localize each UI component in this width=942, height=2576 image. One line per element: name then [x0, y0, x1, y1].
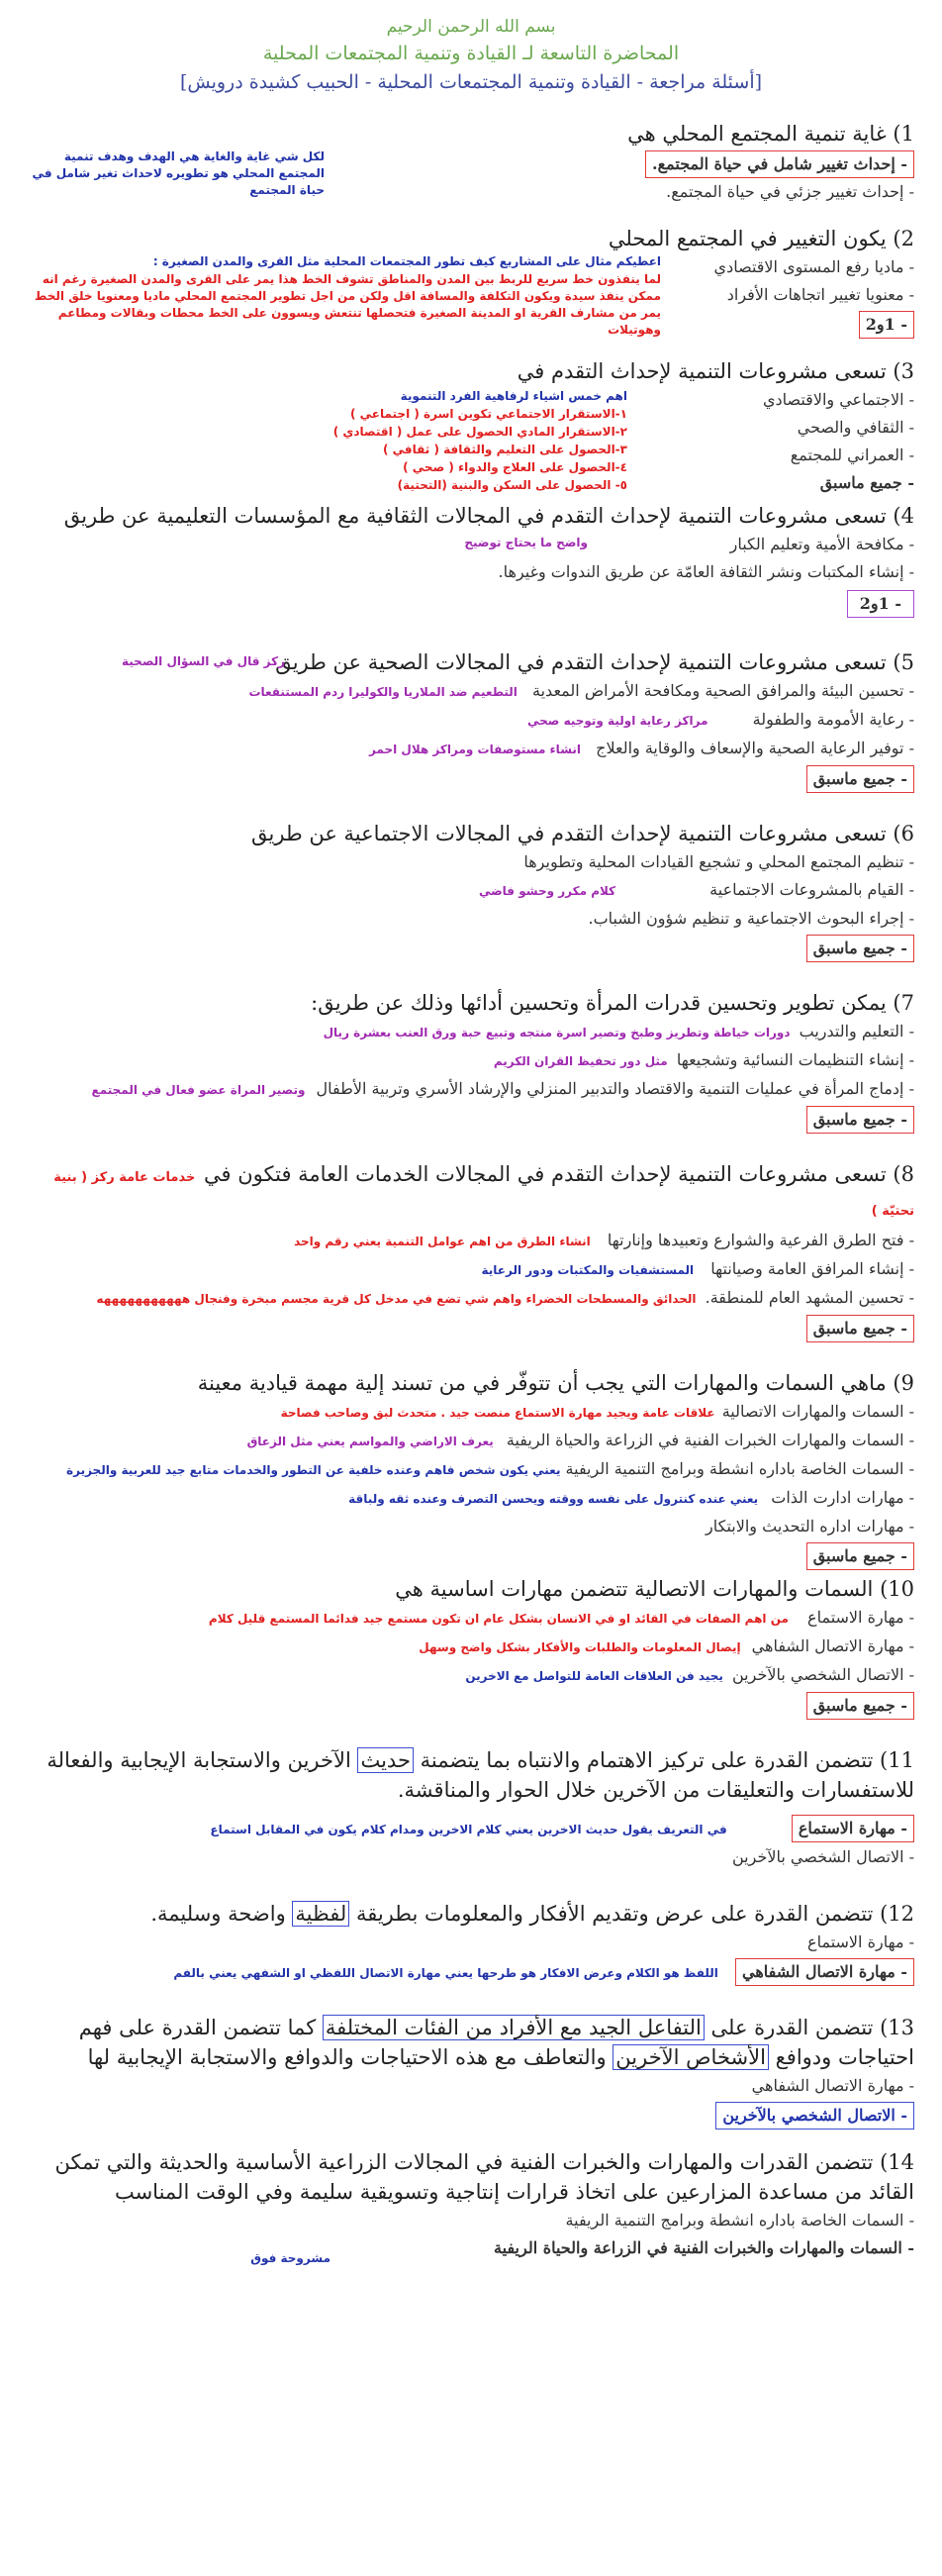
question-6 [28, 819, 914, 962]
question-8-option-3-text: - تحسين المشهد العام للمنطقة. [705, 1288, 914, 1307]
question-11-title [28, 1745, 914, 1805]
question-3-note-head: اهم خمس اشياء لرفاهية الفرد التنموية [400, 389, 627, 403]
question-10-option-2-text: - مهارة الاتصال الشفاهي [751, 1636, 914, 1655]
question-3-option-3: - العمراني للمجتمع [790, 446, 914, 464]
question-13-title [28, 2013, 914, 2072]
question-8-option-2-text: - إنشاء المرافق العامة وصيانتها [710, 1259, 914, 1278]
question-13-option-1: - مهارة الاتصال الشفاهي [751, 2076, 914, 2095]
question-14-answer: - السمات والمهارات والخبرات الفنية في الزراعة والحياة الريفية [494, 2238, 914, 2257]
question-13-title-part-1: 13) تتضمن القدرة على [704, 2016, 914, 2039]
question-10-option-3-text: - الاتصال الشخصي بالآخرين [732, 1665, 914, 1684]
question-9-option-1-note: علاقات عامة ويجيد مهارة الاستماع منصت جيد . متحدث لبق وصاحب فصاحة [280, 1406, 715, 1420]
question-6-option-2-text: - القيام بالمشروعات الاجتماعية [709, 880, 914, 899]
question-9-option-2 [28, 1427, 914, 1455]
question-12-answer: - مهارة الاتصال الشفاهي [735, 1958, 914, 1986]
question-12-answer-note: اللفظ هو الكلام وعرض الافكار هو طرحها يعني مهارة الاتصال اللفظي او الشفهي يعني بالفم [173, 1966, 718, 1980]
question-4-title: 4) تسعى مشروعات التنمية لإحداث التقدم في المجالات الثقافية مع المؤسسات التعليمية عن طريق [63, 504, 914, 528]
question-3-title: 3) تسعى مشروعات التنمية لإحداث التقدم في [517, 359, 914, 383]
question-3-note-1: ١-الاستقرار الاجتماعي تكوين اسرة ( اجتماعي ) [349, 407, 627, 421]
question-10-option-3 [28, 1661, 914, 1690]
question-12-title-highlight: لفظية [292, 1901, 349, 1927]
question-7 [28, 988, 914, 1134]
question-11-title-highlight: حديث [357, 1747, 413, 1773]
question-2-option-1: - ماديا رفع المستوى الاقتصادي [713, 257, 914, 276]
question-1 [28, 119, 914, 206]
question-13-answer: - الاتصال الشخصي بالآخرين [715, 2102, 914, 2130]
question-9-option-4-note: يعني عنده كنترول على نفسه ووقته ويحسن التصرف وعنده ثقه ولباقة [348, 1492, 759, 1506]
question-5-title: 5) تسعى مشروعات التنمية لإحداث التقدم في المجالات الصحية عن طريق [275, 650, 914, 674]
question-8-answer: - جميع ماسبق [806, 1315, 914, 1342]
question-10-answer: - جميع ماسبق [806, 1692, 914, 1720]
question-9-option-3-note: يعني يكون شخص فاهم وعنده خلفية عن التطور والخدمات متابع جيد للعربية والجزيرة [66, 1463, 561, 1477]
question-11 [28, 1745, 914, 1871]
question-5-option-2-text: - رعاية الأمومة والطفولة [752, 710, 914, 729]
basmala: بسم الله الرحمن الرحيم [386, 17, 556, 37]
question-9-option-4-text: - مهارات ادارت الذات [771, 1488, 914, 1507]
question-5 [28, 647, 914, 793]
question-9-answer: - جميع ماسبق [806, 1542, 914, 1570]
question-7-option-1-text: - التعليم والتدريب [799, 1022, 914, 1040]
question-9-option-1-text: - السمات والمهارات الاتصالية [721, 1402, 914, 1421]
question-8-option-1-text: - فتح الطرق الفرعية والشوارع وتعبيدها وإنارتها [607, 1231, 914, 1249]
header [28, 14, 914, 97]
question-1-note: لكل شي غاية والغاية هي الهدف وهدف تنمية المجتمع المحلي هو تطويره لاحداث تغير شامل في حياة المجتمع [32, 149, 325, 197]
question-14-option-1-note: مشروحة فوق [250, 2251, 330, 2265]
question-14-title: 14) تتضمن القدرات والمهارات والخبرات الفنية في المجالات الزراعية الأساسية والحديثة والتي تمكن القائد من مساعدة المزارعين على اتخاذ قرارات إنتاجية وتسويقية سليمة وفي الوقت المناسب [54, 2150, 914, 2204]
question-8-option-1-note: انشاء الطرق من اهم عوامل التنمية يعني رقم واحد [294, 1235, 591, 1248]
question-7-title: 7) يمكن تطوير وتحسين قدرات المرأة وتحسين أدائها وذلك عن طريق: [311, 991, 914, 1015]
question-7-option-2 [28, 1046, 914, 1075]
question-2-note-body: لما ينفذون خط سريع للربط بين المدن والمناطق تشوف الخط هذا يمر على القرى والمدن الصغيرة رغم انه ممكن ينفذ سيدة ويكون التكلفة والمسافة اقل ولكن من اجل تطوير المجتمع المحلي ماديا ومعنويا خلق الخط يمر من مشارف القرية او المدينة الصغيرة فتحصلها تنتعش ويسوون على الخط محطات وبقالات ومطاعم وهوتيلات [34, 272, 661, 337]
question-5-option-1-text: - تحسين البيئة والمرافق الصحية ومكافحة الأمراض المعدية [532, 681, 914, 700]
question-12 [28, 1899, 914, 1987]
question-10-option-1-text: - مهارة الاستماع [807, 1608, 914, 1627]
question-7-option-3-note: وتصير المراة عضو فعال في المجتمع [91, 1083, 306, 1097]
question-2-title: 2) يكون التغيير في المجتمع المحلي [608, 227, 914, 250]
question-9 [28, 1368, 914, 1570]
question-4-option-2: - إنشاء المكتبات ونشر الثقافة العامّة عن طريق الندوات وغيرها. [498, 562, 914, 581]
question-14-option-1: - السمات الخاصة باداره انشطة وبرامج التنمية الريفية [565, 2211, 914, 2229]
question-5-option-3-text: - توفير الرعاية الصحية والإسعاف والوقاية والعلاج [596, 739, 914, 757]
question-6-option-2 [28, 876, 914, 905]
question-2-option-2: - معنويا تغيير اتجاهات الأفراد [726, 285, 914, 304]
question-5-option-1 [28, 677, 914, 706]
question-8-option-2-note: المستشفيات والمكتبات ودور الرعاية [481, 1263, 695, 1277]
question-9-option-4 [28, 1484, 914, 1513]
question-9-option-3-text: - السمات الخاصة باداره انشطة وبرامج التنمية الريفية [565, 1459, 914, 1478]
question-14 [28, 2147, 914, 2265]
question-1-option-2: - إحداث تغيير جزئي في حياة المجتمع. [666, 182, 914, 201]
question-5-option-1-note: التطعيم ضد الملاريا والكوليرا ردم المستنقعات [248, 685, 518, 699]
question-13-title-highlight-1: التفاعل الجيد مع الأفراد من الفئات المختلفة [323, 2015, 705, 2040]
question-8 [28, 1159, 914, 1342]
question-13 [28, 2013, 914, 2130]
review-subtitle: [أسئلة مراجعة - القيادة وتنمية المجتمعات المحلية - الحبيب كشيدة درويش] [179, 71, 763, 93]
question-6-option-1: - تنظيم المجتمع المحلي و تشجيع القيادات المحلية وتطويرها [523, 852, 914, 871]
question-13-title-part-3: والتعاطف مع هذه الاحتياجات والدوافع والاستجابة الإيجابية لها [87, 2045, 613, 2069]
question-3-note-3: ٣-الحصول على التعليم والثقافة ( ثقافي ) [382, 443, 627, 456]
question-9-option-5: - مهارات اداره التحديث والابتكار [706, 1517, 914, 1536]
question-13-title-highlight-2: الأشخاص الآخرين [612, 2044, 769, 2070]
question-5-option-3-note: انشاء مستوصفات ومراكز هلال احمر [368, 743, 582, 756]
question-10-option-1 [28, 1604, 914, 1633]
question-10 [28, 1574, 914, 1720]
question-4 [28, 501, 914, 618]
question-6-option-2-note: كلام مكرر وحشو فاضي [478, 884, 616, 898]
question-5-option-2 [28, 706, 914, 735]
question-10-option-2-note: إيصال المعلومات والطلبات والأفكار بشكل واضح وسهل [419, 1640, 741, 1654]
question-12-title [28, 1899, 914, 1929]
question-10-option-2 [28, 1633, 914, 1661]
question-9-option-3 [28, 1455, 914, 1484]
question-6-answer: - جميع ماسبق [806, 935, 914, 962]
question-3-note-5: ٥- الحصول على السكن والبنية (التحتية) [397, 478, 627, 492]
question-7-option-2-text: - إنشاء التنظيمات النسائية وتشجيعها [676, 1050, 914, 1069]
question-3-option-1: - الاجتماعي والاقتصادي [762, 390, 914, 409]
question-8-option-3 [28, 1284, 914, 1313]
question-11-title-part-2: الآخرين والاستجابة الإيجابية والفعالة للاستفسارات والتعليقات من الآخرين خلال الحوار والمناقشة. [47, 1748, 914, 1802]
question-1-title: 1) غاية تنمية المجتمع المحلي هي [627, 122, 914, 146]
question-11-answer-note: في التعريف يقول حديث الاخرين يعني كلام الاخرين ومدام كلام يكون في المقابل استماع [210, 1823, 727, 1836]
question-13-title-part-2: كما تتضمن القدرة على فهم احتياجات ودوافع [78, 2016, 914, 2069]
question-11-answer: - مهارة الاستماع [792, 1815, 914, 1842]
question-8-title: 8) تسعى مشروعات التنمية لإحداث التقدم في المجالات الخدمات العامة فتكون في [204, 1162, 914, 1186]
question-7-option-1 [28, 1018, 914, 1046]
question-7-option-2-note: مثل دور تحفيظ القران الكريم [493, 1054, 668, 1068]
question-12-title-part-2: واضحة وسليمة. [150, 1902, 293, 1926]
question-3-option-2: - الثقافي والصحي [797, 418, 914, 437]
lecture-title: المحاضرة التاسعة لـ القيادة وتنمية المجتمعات المحلية [262, 43, 680, 64]
question-8-title-note: خدمات عامة ركز ( بنية تحتيّة ) [53, 1170, 914, 1219]
question-10-title: 10) السمات والمهارات الاتصالية تتضمن مهارات اساسية هي [395, 1577, 914, 1601]
question-7-option-3-text: - إدماج المرأة في عمليات التنمية والاقتصاد والتدبير المنزلي والإرشاد الأسري وتربية الأطفال [316, 1079, 914, 1098]
question-5-option-3 [28, 735, 914, 763]
question-3 [28, 356, 914, 497]
question-3-answer: - جميع ماسبق [819, 473, 914, 492]
question-12-title-part-1: 12) تتضمن القدرة على عرض وتقديم الأفكار والمعلومات بطريقة [349, 1902, 914, 1926]
question-4-answer: - 1و2 [847, 590, 914, 618]
question-10-option-3-note: يجيد فن العلاقات العامة للتواصل مع الاخرين [465, 1669, 723, 1683]
question-2-answer: - 1و2 [859, 311, 914, 339]
question-6-title: 6) تسعى مشروعات التنمية لإحداث التقدم في المجالات الاجتماعية عن طريق [251, 822, 914, 845]
question-8-option-3-note: الحدائق والمسطحات الخضراء واهم شي تضع في مدخل كل قرية مجسم مبخرة وفنجال هههههههههههه [96, 1292, 697, 1306]
question-11-title-part-1: 11) تتضمن القدرة على تركيز الاهتمام والانتباه بما يتضمنة [413, 1748, 914, 1772]
question-6-option-3: - إجراء البحوث الاجتماعية و تنظيم شؤون الشباب. [588, 909, 914, 928]
question-4-option-1: - مكافحة الأمية وتعليم الكبار [729, 535, 914, 553]
question-3-note-2: ٢-الاستقرار المادي الحصول على عمل ( اقتصادي ) [332, 425, 627, 439]
question-7-answer: - جميع ماسبق [806, 1106, 914, 1134]
question-1-answer: - إحداث تغيير شامل في حياة المجتمع. [645, 150, 914, 178]
question-2-note-title: اعطيكم مثال على المشاريع كيف تطور المجتمعات المحلية مثل القرى والمدن الصغيرة : [152, 254, 661, 268]
question-9-option-2-text: - السمات والمهارات الخبرات الفنية في الزراعة والحياة الريفية [506, 1431, 914, 1449]
question-11-option-2: - الاتصال الشخصي بالآخرين [732, 1847, 914, 1866]
question-3-note-4: ٤-الحصول على العلاج والدواء ( صحي ) [403, 460, 627, 474]
question-7-option-3 [28, 1075, 914, 1104]
question-5-answer: - جميع ماسبق [806, 765, 914, 793]
question-8-option-1 [28, 1227, 914, 1255]
question-10-option-1-note: من اهم الصفات في القائد او في الانسان بشكل عام ان تكون مستمع جيد فدائما المستمع قليل كلام [208, 1612, 789, 1626]
question-12-option-1: - مهارة الاستماع [807, 1932, 914, 1951]
question-7-option-1-note: دورات خياطة وتطريز وطبخ وتصير اسرة منتجه وتبيع حبة ورق العنب بعشرة ريال [323, 1026, 791, 1040]
question-4-note: واضح ما يحتاج توضيح [464, 536, 588, 549]
question-2 [28, 224, 914, 339]
question-5-title-note: ركز قال في السؤال الصحية [122, 654, 285, 668]
question-9-option-2-note: يعرف الاراضي والمواسم يعني مثل الزعاق [246, 1435, 494, 1448]
question-9-title: 9) ماهي السمات والمهارات التي يجب أن تتوفّر في من تسند إلية مهمة قيادية معينة [197, 1371, 914, 1395]
question-5-option-2-note: مراكز رعاية اولية وتوجيه صحي [527, 714, 708, 728]
question-8-option-2 [28, 1255, 914, 1284]
question-9-option-1 [28, 1398, 914, 1427]
